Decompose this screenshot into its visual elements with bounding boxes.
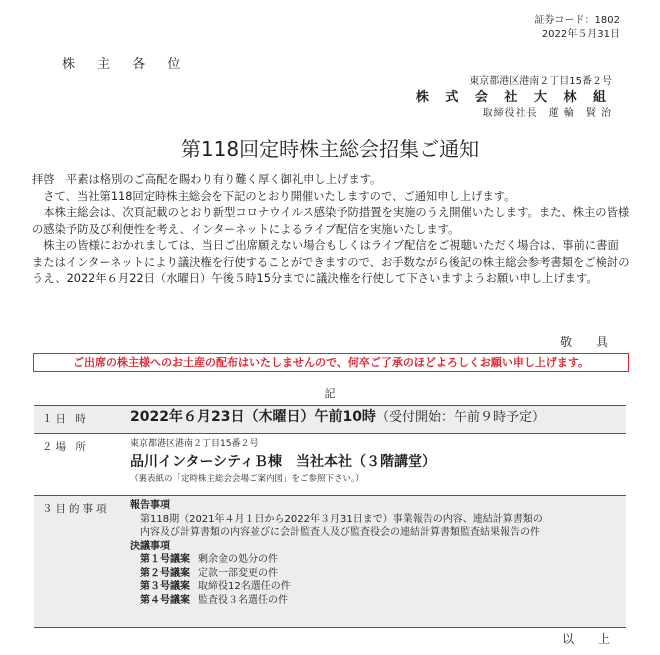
company-address: 東京都港区港南２丁目15番２号: [469, 76, 612, 87]
addressee: 株 主 各 位: [62, 57, 190, 72]
proposal-label: 第３号議案: [140, 581, 190, 592]
company-block: [416, 74, 612, 122]
meeting-date: 2022年６月23日（木曜日）午前10時: [130, 409, 376, 425]
souvenir-notice: ご出席の株主様へのお土産の配布はいたしませんので、何卒ご了承のほどよろしくお願い申し上げます。: [33, 353, 629, 372]
report-line-2: 内容及び計算書類の内容並びに会計監査人及び監査役会の連結計算書類監査結果報告の件: [140, 527, 540, 538]
company-name: 株 式 会 社 大 林 組: [415, 90, 612, 105]
meeting-datetime: [130, 409, 626, 426]
paragraph-greeting: 拝啓 平素は格別のご高配を賜わり有り難く厚く御礼申し上げます。: [32, 173, 382, 186]
company-representative: 取締役社長 蓮 輪 賢 治: [482, 108, 612, 119]
proposal-text: 監査役３名選任の件: [198, 594, 288, 606]
proposal-text: 定款一部変更の件: [198, 567, 278, 579]
label-purpose: ３目的事項: [34, 496, 128, 628]
proposal-text: 取締役12名選任の件: [198, 581, 291, 592]
reception-time: （受付開始：午前９時予定）: [375, 410, 545, 425]
proposal-item: [130, 594, 626, 608]
page-title: 第118回定時株主総会招集ご通知: [180, 137, 480, 161]
report-heading: 報告事項: [130, 500, 170, 511]
proposal-item: [130, 553, 626, 567]
proposal-item: [130, 580, 626, 594]
agenda-row-datetime: [34, 406, 626, 434]
letter-body: [32, 172, 630, 288]
paragraph-announcement: さて、当社第118回定時株主総会を下記のとおり開催いたしますので、ご通知申し上げます。: [43, 189, 516, 203]
venue-name: 品川インターシティＢ棟 当社本社（３階講堂）: [130, 454, 437, 470]
agenda-row-purpose: [34, 496, 626, 628]
proposal-item: [130, 567, 626, 581]
agenda-table: [34, 405, 626, 628]
security-code: 証券コード：1802: [534, 15, 620, 26]
agenda-row-place: [34, 434, 626, 496]
proposal-label: 第４号議案: [140, 594, 190, 606]
paragraph-voting: 株主の皆様におかれましては、当日ご出席願えない場合もしくはライブ配信をご視聴いただく場合は、事前に書面またはインターネットにより議決権を行使することができますので、お手数ながら後記の株主総会参考書類をご検討のうえ、2022年６月22日（水曜日）午後５時15分までに議決権を行使して下さいますようお願い申し上げます。: [32, 239, 630, 285]
proposal-text: 剰余金の処分の件: [198, 554, 278, 565]
content-datetime: [128, 406, 626, 434]
label-place: ２場 所: [34, 434, 128, 496]
proposal-label: 第２号議案: [140, 567, 190, 579]
label-datetime: １日 時: [34, 406, 128, 434]
resolution-heading: 決議事項: [130, 540, 170, 552]
venue-note: （裏表紙の「定時株主総会会場ご案内図」をご参照下さい。）: [130, 474, 364, 484]
ki-heading: 記: [324, 387, 336, 400]
content-place: [128, 434, 626, 496]
paragraph-covid: 本株主総会は、次頁記載のとおり新型コロナウイルス感染予防措置を実施のうえ開催いたします。また、株主の皆様の感染予防及び利便性を考え、インターネットによるライブ配信を実施いたします。: [32, 206, 630, 236]
security-code-block: [535, 14, 620, 42]
report-line-1: 第118期（2021年４月１日から2022年３月31日まで）事業報告の内容、連結計算書類の: [140, 513, 543, 525]
closing-salutation: 敬 具: [560, 335, 618, 349]
notice-date: 2022年５月31日: [541, 29, 620, 40]
proposal-label: 第１号議案: [140, 554, 190, 565]
venue-address: 東京都港区港南２丁目15番２号: [130, 439, 259, 449]
end-mark: 以 上: [562, 632, 620, 646]
content-purpose: [128, 496, 626, 628]
